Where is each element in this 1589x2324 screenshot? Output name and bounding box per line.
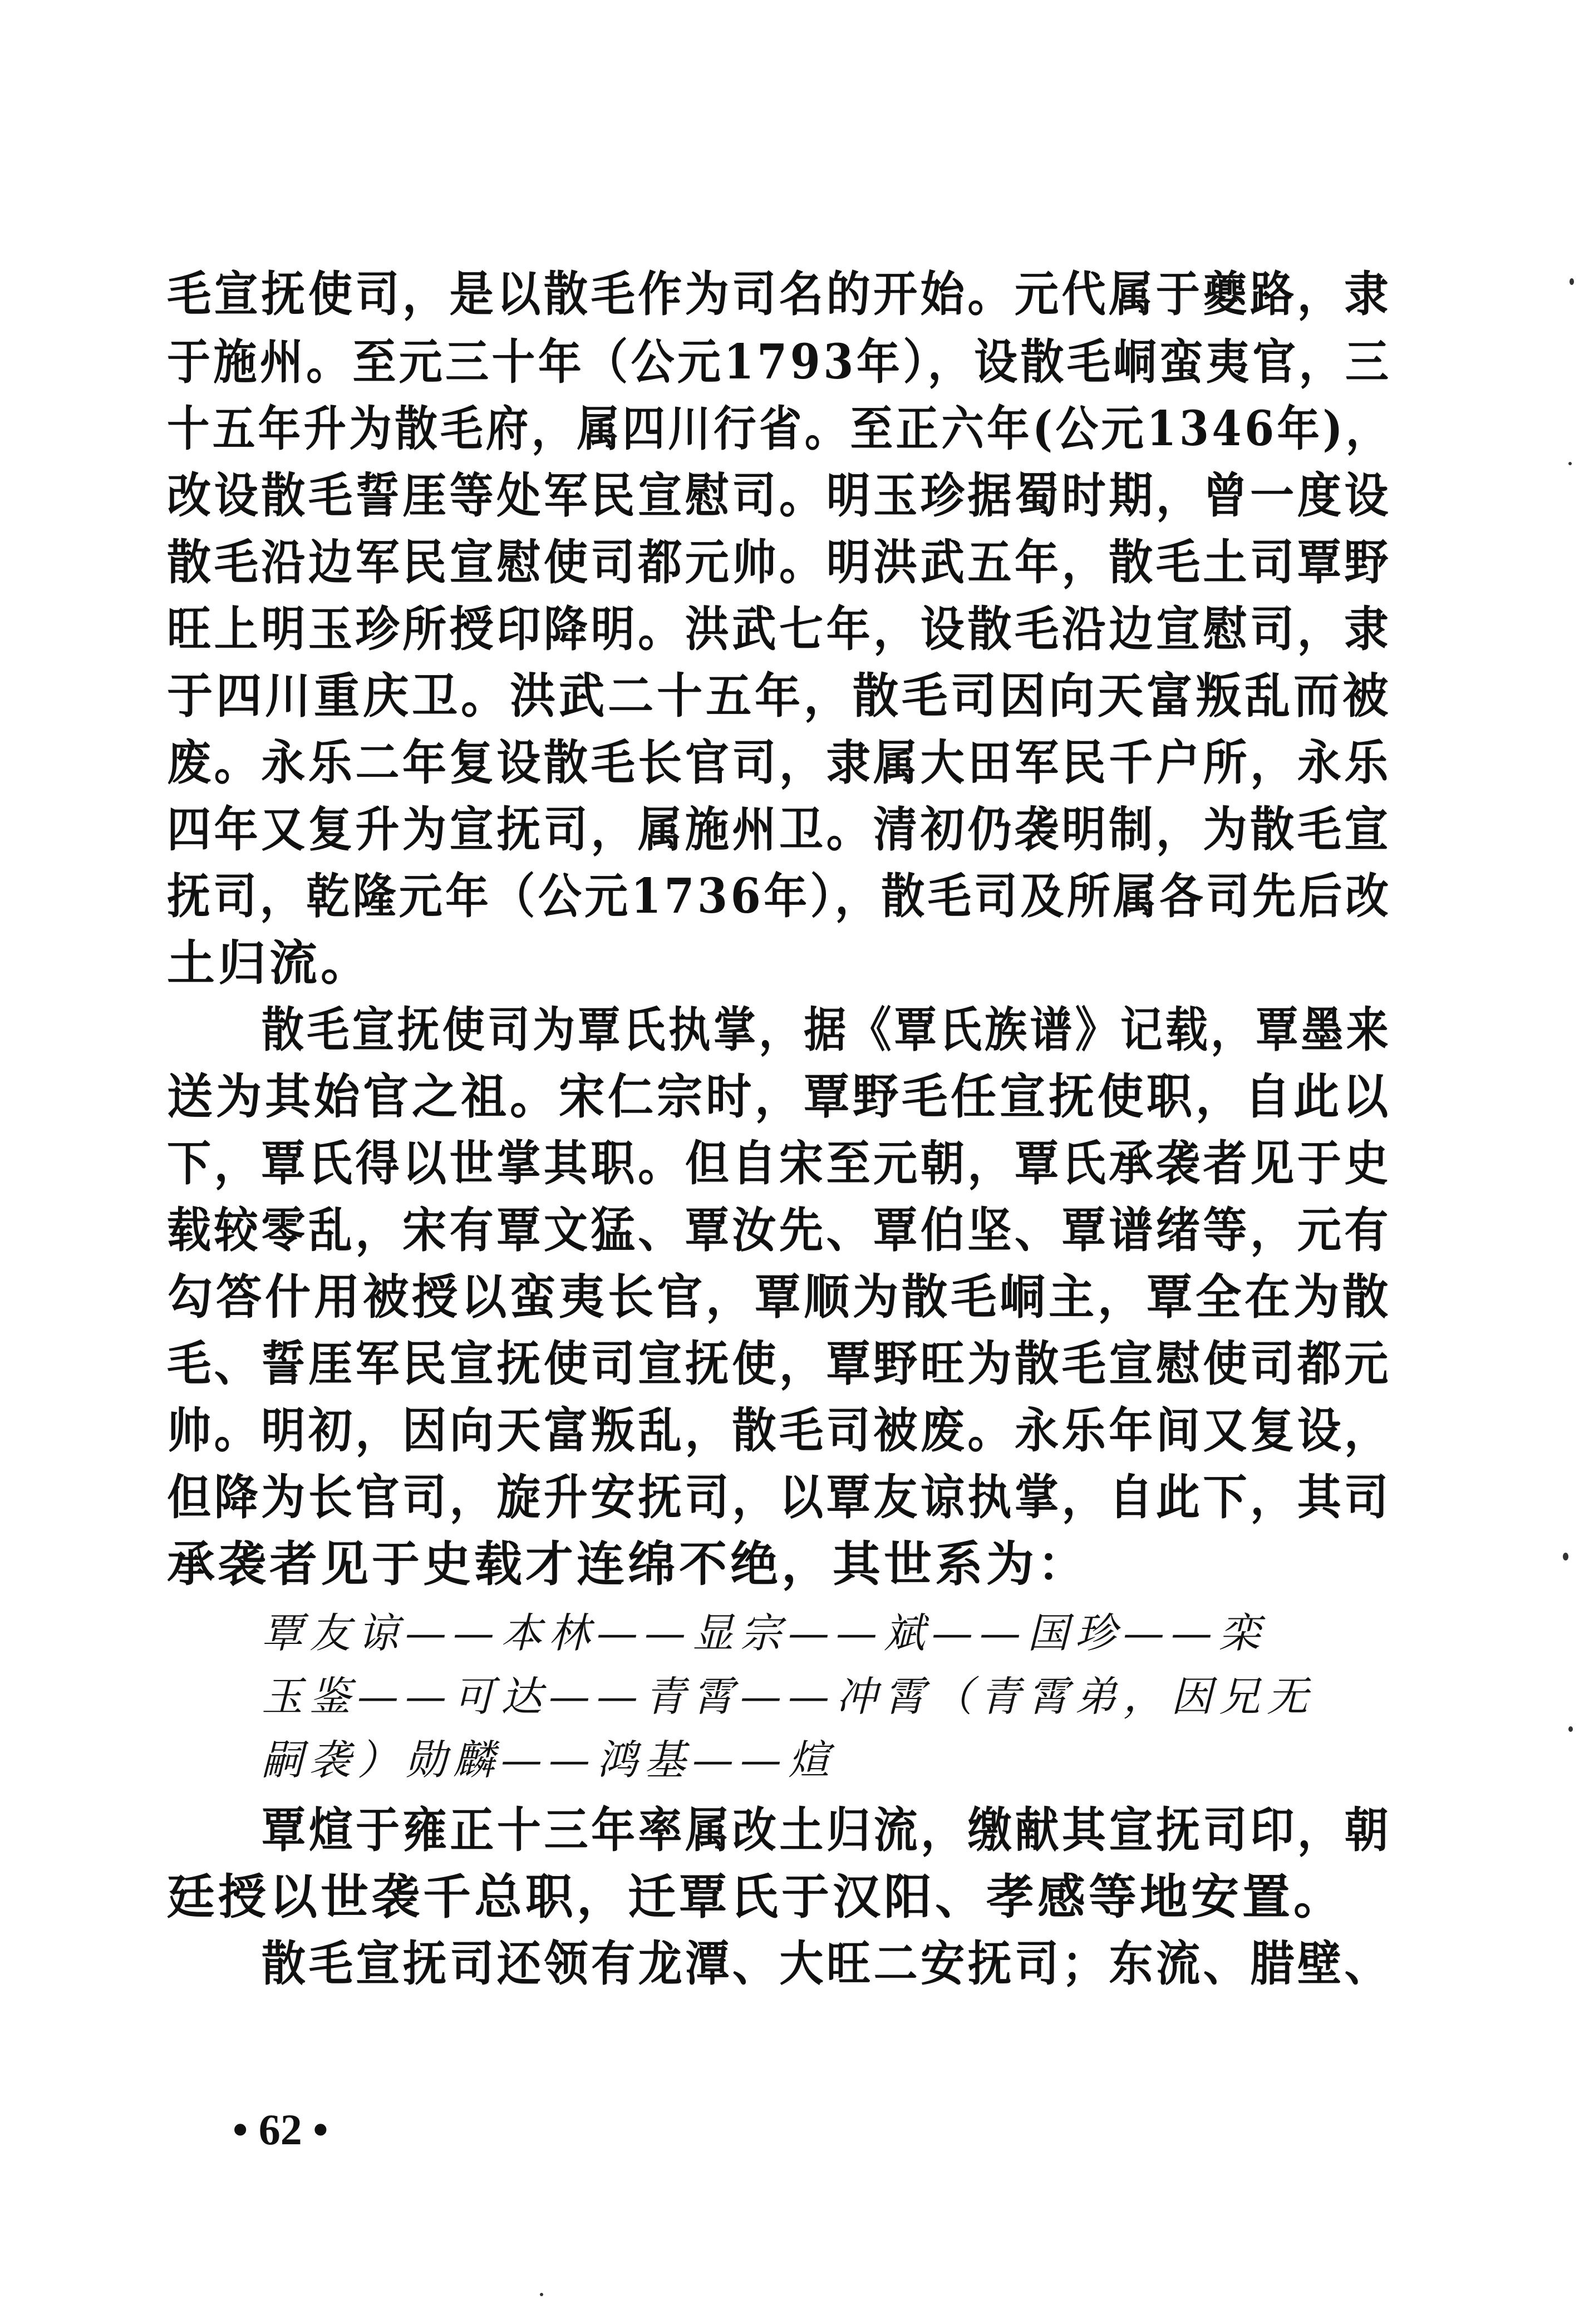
text-line: 下，覃氏得以世掌其职。但自宋至元朝，覃氏承袭者见于史 — [167, 1135, 1391, 1191]
text-line: 抚司，乾隆元年（公元1736年），散毛司及所属各司先后改 — [167, 868, 1392, 924]
text-line: 帅。明初，因向天富叛乱，散毛司被废。永乐年间又复设， — [167, 1402, 1391, 1459]
text-line: 十五年升为散毛府，属四川行省。至正六年(公元1346年)， — [167, 401, 1391, 457]
text-line: 廷授以世袭千总职，迁覃氏于汉阳、孝感等地安置。 — [167, 1869, 1345, 1925]
text-line: 送为其始官之祖。宋仁宗时，覃野毛任宣抚使职，自此以 — [167, 1069, 1391, 1125]
scan-speck — [1563, 1553, 1568, 1560]
text-line: 于四川重庆卫。洪武二十五年，散毛司因向天富叛乱而被 — [167, 668, 1391, 724]
text-line: 旺上明玉珍所授印降明。洪武七年，设散毛沿边宣慰司，隶 — [167, 601, 1391, 657]
scan-speck — [540, 2293, 543, 2296]
page-number: • 62 • — [233, 2105, 328, 2154]
scan-speck — [1568, 1726, 1573, 1732]
text-line: 但降为长官司，旋升安抚司，以覃友谅执掌，自此下，其司 — [167, 1469, 1391, 1525]
genealogy-line: 覃友谅——本林——显宗——斌——国珍——栾 — [262, 1609, 1267, 1657]
text-line: 改设散毛誓厓等处军民宣慰司。明玉珍据蜀时期，曾一度设 — [167, 467, 1391, 524]
text-line: 四年又复升为宣抚司，属施州卫。清初仍袭明制，为散毛宣 — [167, 801, 1391, 858]
scan-speck — [1570, 278, 1574, 285]
text-line: 散毛宣抚司还领有龙潭、大旺二安抚司；东流、腊壁、 — [262, 1936, 1392, 1992]
text-line: 土归流。 — [167, 935, 372, 991]
genealogy-line: 玉鉴——可达——青霄——冲霄（青霄弟，因兄无 — [262, 1673, 1315, 1721]
text-line: 毛、誓厓军民宣抚使司宣抚使，覃野旺为散毛宣慰使司都元 — [167, 1336, 1391, 1392]
text-line: 覃煊于雍正十三年率属改土归流，缴献其宣抚司印，朝 — [262, 1802, 1392, 1858]
text-line: 载较零乱，宋有覃文猛、覃汝先、覃伯坚、覃谱绪等，元有 — [167, 1202, 1391, 1258]
text-line: 散毛宣抚使司为覃氏执掌，据《覃氏族谱》记载，覃墨来 — [262, 1002, 1391, 1058]
text-line: 勾答什用被授以蛮夷长官，覃顺为散毛峒主，覃全在为散 — [167, 1269, 1391, 1325]
text-line: 散毛沿边军民宣慰使司都元帅。明洪武五年，散毛土司覃野 — [167, 534, 1391, 590]
genealogy-line: 嗣袭）勋麟——鸿基——煊 — [262, 1736, 836, 1784]
text-line: 废。永乐二年复设散毛长官司，隶属大田军民千户所，永乐 — [167, 735, 1391, 791]
text-line: 毛宣抚使司，是以散毛作为司名的开始。元代属于夔路，隶 — [167, 266, 1391, 322]
scan-speck — [1568, 462, 1572, 465]
text-line: 于施州。至元三十年（公元1793年），设散毛峒蛮夷官，三 — [167, 334, 1392, 390]
text-line: 承袭者见于史载才连绵不绝，其世系为： — [167, 1536, 1089, 1592]
